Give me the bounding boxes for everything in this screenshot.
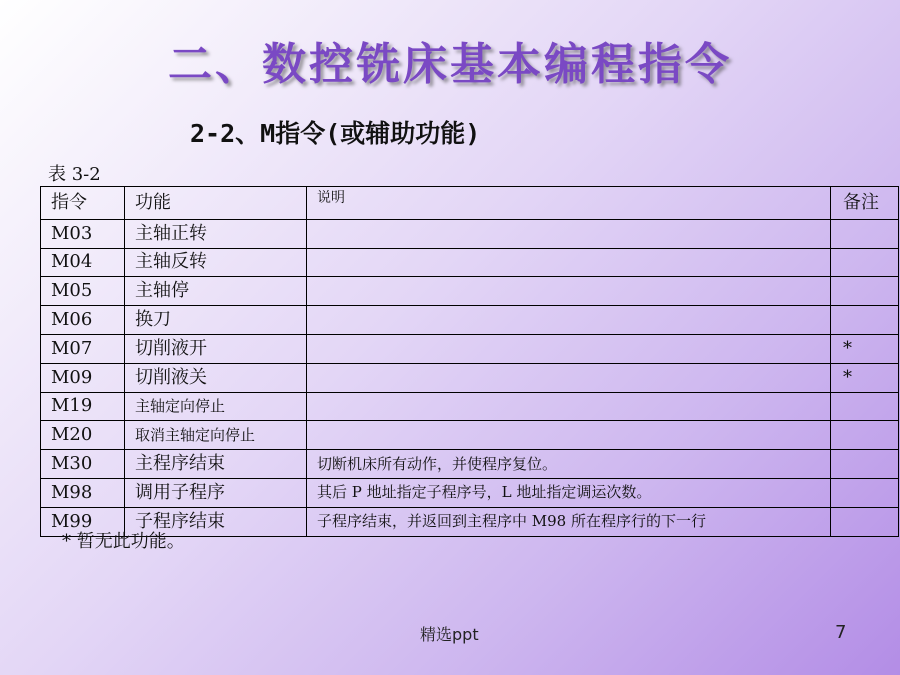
- cell-note: [831, 450, 899, 479]
- cell-function: 换刀: [125, 306, 307, 335]
- m-code-table: [40, 186, 899, 537]
- cell-description: [307, 392, 831, 421]
- cell-note: [831, 478, 899, 507]
- cell-description: [307, 219, 831, 248]
- header-description: 说明: [307, 187, 831, 220]
- cell-note: [831, 277, 899, 306]
- table-row: [41, 219, 899, 248]
- table-header-row: [41, 187, 899, 220]
- table-row: [41, 306, 899, 335]
- cell-function: 取消主轴定向停止: [125, 421, 307, 450]
- cell-note: [831, 392, 899, 421]
- cell-code: M07: [41, 334, 125, 363]
- cell-note: [831, 248, 899, 277]
- table-row: [41, 363, 899, 392]
- footer-text: 精选ppt: [420, 625, 479, 644]
- cell-description: [307, 421, 831, 450]
- section-subtitle: 2-2、M指令(或辅助功能): [190, 119, 481, 148]
- cell-description: 切断机床所有动作，并使程序复位。: [307, 450, 831, 479]
- cell-code: M19: [41, 392, 125, 421]
- cell-note: [831, 219, 899, 248]
- cell-description: [307, 277, 831, 306]
- table-caption: 表 3-2: [48, 164, 101, 185]
- cell-code: M05: [41, 277, 125, 306]
- cell-function: 主程序结束: [125, 450, 307, 479]
- cell-code: M06: [41, 306, 125, 335]
- cell-code: M09: [41, 363, 125, 392]
- cell-code: M30: [41, 450, 125, 479]
- cell-code: M03: [41, 219, 125, 248]
- page-number: 7: [835, 622, 847, 643]
- cell-code: M20: [41, 421, 125, 450]
- table-row: [41, 450, 899, 479]
- table-row: [41, 478, 899, 507]
- cell-description: 子程序结束，并返回到主程序中 M98 所在程序行的下一行: [307, 507, 831, 536]
- cell-description: 其后 P 地址指定子程序号，L 地址指定调运次数。: [307, 478, 831, 507]
- cell-code: M98: [41, 478, 125, 507]
- cell-function: 主轴反转: [125, 248, 307, 277]
- cell-function: 调用子程序: [125, 478, 307, 507]
- cell-function: 主轴停: [125, 277, 307, 306]
- cell-code: M04: [41, 248, 125, 277]
- cell-description: [307, 248, 831, 277]
- table-row: [41, 277, 899, 306]
- cell-note: [831, 306, 899, 335]
- cell-function: 子程序结束: [125, 507, 307, 536]
- footnote: * 暂无此功能。: [62, 531, 185, 552]
- table-row: [41, 248, 899, 277]
- slide-title: 二、数控铣床基本编程指令: [168, 39, 732, 90]
- cell-note: [831, 507, 899, 536]
- header-function: 功能: [125, 187, 307, 220]
- header-note: 备注: [831, 187, 899, 220]
- cell-code: M99: [41, 507, 125, 536]
- table-row: [41, 392, 899, 421]
- cell-function: 切削液开: [125, 334, 307, 363]
- cell-function: 主轴正转: [125, 219, 307, 248]
- cell-function: 切削液关: [125, 363, 307, 392]
- cell-note: [831, 421, 899, 450]
- cell-description: [307, 306, 831, 335]
- table-row: [41, 334, 899, 363]
- cell-description: [307, 334, 831, 363]
- cell-function: 主轴定向停止: [125, 392, 307, 421]
- table-row: [41, 421, 899, 450]
- cell-note: *: [831, 363, 899, 392]
- header-code: 指令: [41, 187, 125, 220]
- cell-note: *: [831, 334, 899, 363]
- cell-description: [307, 363, 831, 392]
